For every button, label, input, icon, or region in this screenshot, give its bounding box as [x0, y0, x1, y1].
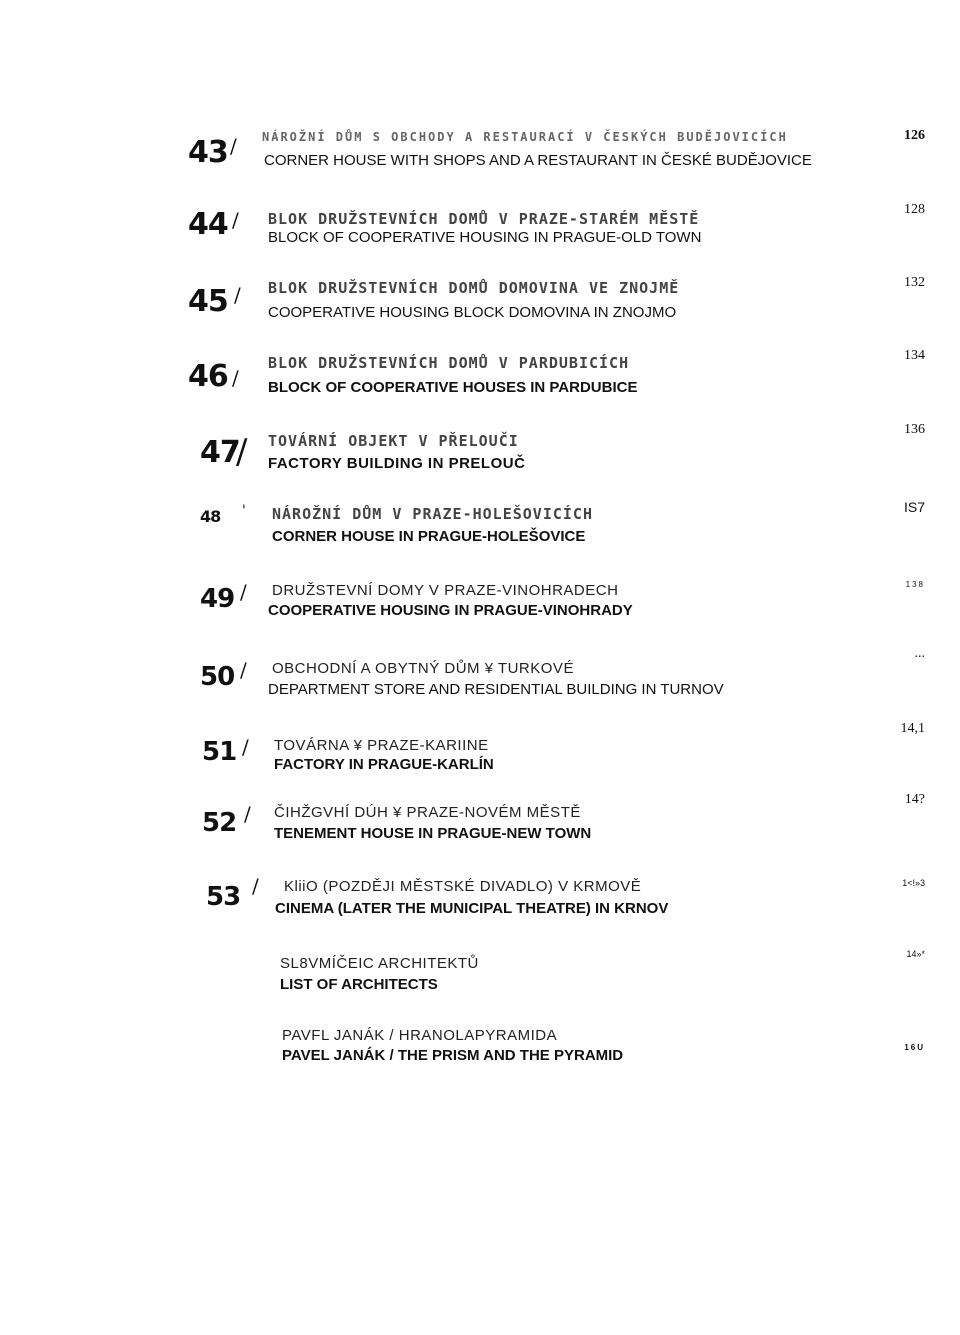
slash-mark: /	[252, 874, 259, 898]
page-number: 1<!»3	[902, 878, 925, 888]
entry-title-en: FACTORY BUILDING IN PRELOUČ	[268, 455, 526, 472]
entry-title-cz: NÁROŽNÍ DŮM V PRAZE-HOLEŠOVICÍCH	[272, 505, 593, 523]
entry-title-en: PAVEL JANÁK / THE PRISM AND THE PYRAMID	[282, 1047, 624, 1064]
entry-number: 52	[202, 808, 237, 838]
entry-title-en: CORNER HOUSE WITH SHOPS AND A RESTAURANT IN ČESKÉ BUDĚJOVICE	[264, 152, 812, 169]
page-number: 14?	[904, 792, 925, 807]
page-number: IS7	[903, 499, 925, 515]
entry-number: 51	[202, 737, 237, 767]
slash-mark: /	[232, 366, 239, 390]
entry-title-en: CORNER HOUSE IN PRAGUE-HOLEŠOVICE	[272, 528, 586, 545]
slash-mark: /	[244, 802, 251, 826]
page-number: 136	[904, 422, 925, 437]
entry-title-cz: TOVÁRNÍ OBJEKT V PŘELOUČI	[268, 432, 519, 450]
entry-title-en: COOPERATIVE HOUSING IN PRAGUE-VINOHRADY	[268, 602, 633, 619]
entry-title-cz: SL8VMÍČEIC ARCHITEKTŮ	[280, 955, 479, 972]
slash-mark: /	[236, 432, 248, 472]
entry-number: 49	[200, 584, 235, 614]
page-number: 16U	[904, 1043, 925, 1052]
entry-title-en: CINEMA (LATER THE MUNICIPAL THEATRE) IN KRNOV	[275, 900, 669, 917]
entry-number: 43	[188, 135, 228, 170]
entry-number: 48	[200, 507, 221, 526]
entry-title-en: LIST OF ARCHITECTS	[280, 976, 438, 993]
entry-title-en: BLOCK OF COOPERATIVE HOUSING IN PRAGUE-OLD TOWN	[268, 229, 702, 246]
entry-title-cz: NÁROŽNÍ DŮM S OBCHODY A RESTAURACÍ V ČESKÝCH BUDĚJOVICÍCH	[262, 130, 788, 144]
slash-mark: /	[234, 283, 241, 307]
entry-title-cz: KliiO (POZDĚJI MĚSTSKÉ DIVADLO) V KRMOVĚ	[284, 878, 642, 895]
slash-mark: '	[242, 503, 246, 519]
page-number: 14,1	[900, 721, 925, 736]
entry-title-cz: BLOK DRUŽSTEVNÍCH DOMŮ V PRAZE-STARÉM MĚSTĚ	[268, 210, 700, 228]
page-number: 134	[904, 348, 925, 363]
slash-mark: /	[240, 658, 247, 682]
entry-title-cz: DRUŽSTEVNÍ DOMY V PRAZE-VINOHRADECH	[272, 582, 619, 599]
entry-title-en: BLOCK OF COOPERATIVE HOUSES IN PARDUBICE	[268, 379, 638, 396]
entry-number: 47	[200, 435, 240, 470]
page-number: 132	[904, 275, 925, 290]
slash-mark: /	[232, 208, 239, 232]
entry-title-cz: TOVÁRNA ¥ PRAZE-KARIINE	[274, 737, 489, 754]
page-number: ...	[914, 646, 925, 661]
entry-number: 50	[200, 662, 235, 692]
entry-title-cz: OBCHODNÍ A OBYTNÝ DŮM ¥ TURKOVÉ	[272, 660, 574, 677]
page-number: 128	[904, 202, 925, 217]
entry-number: 53	[206, 882, 241, 912]
page-number: 14»*	[906, 949, 925, 959]
slash-mark: /	[242, 735, 249, 759]
entry-title-en: DEPARTMENT STORE AND RESIDENTIAL BUILDING IN TURNOV	[268, 681, 724, 698]
entry-title-cz: BLOK DRUŽSTEVNÍCH DOMŮ DOMOVINA VE ZNOJMĚ	[268, 279, 680, 297]
entry-title-cz: ČIHŽGVHÍ DÚH ¥ PRAZE-NOVÉM MĚSTĚ	[274, 804, 581, 821]
page-number: 138	[905, 580, 925, 589]
entry-title-en: COOPERATIVE HOUSING BLOCK DOMOVINA IN ZNOJMO	[268, 304, 677, 321]
entry-title-en: FACTORY IN PRAGUE-KARLÍN	[274, 756, 494, 773]
slash-mark: /	[240, 580, 247, 604]
page-number: 126	[904, 128, 925, 143]
entry-title-cz: PAVFL JANÁK / HRANOLAPYRAMIDA	[282, 1027, 558, 1044]
entry-number: 46	[188, 359, 228, 394]
entry-title-en: TENEMENT HOUSE IN PRAGUE-NEW TOWN	[274, 825, 592, 842]
entry-title-cz: BLOK DRUŽSTEVNÍCH DOMŮ V PARDUBICÍCH	[268, 354, 630, 372]
slash-mark: /	[230, 134, 237, 158]
entry-number: 44	[188, 207, 228, 242]
entry-number: 45	[188, 284, 228, 319]
